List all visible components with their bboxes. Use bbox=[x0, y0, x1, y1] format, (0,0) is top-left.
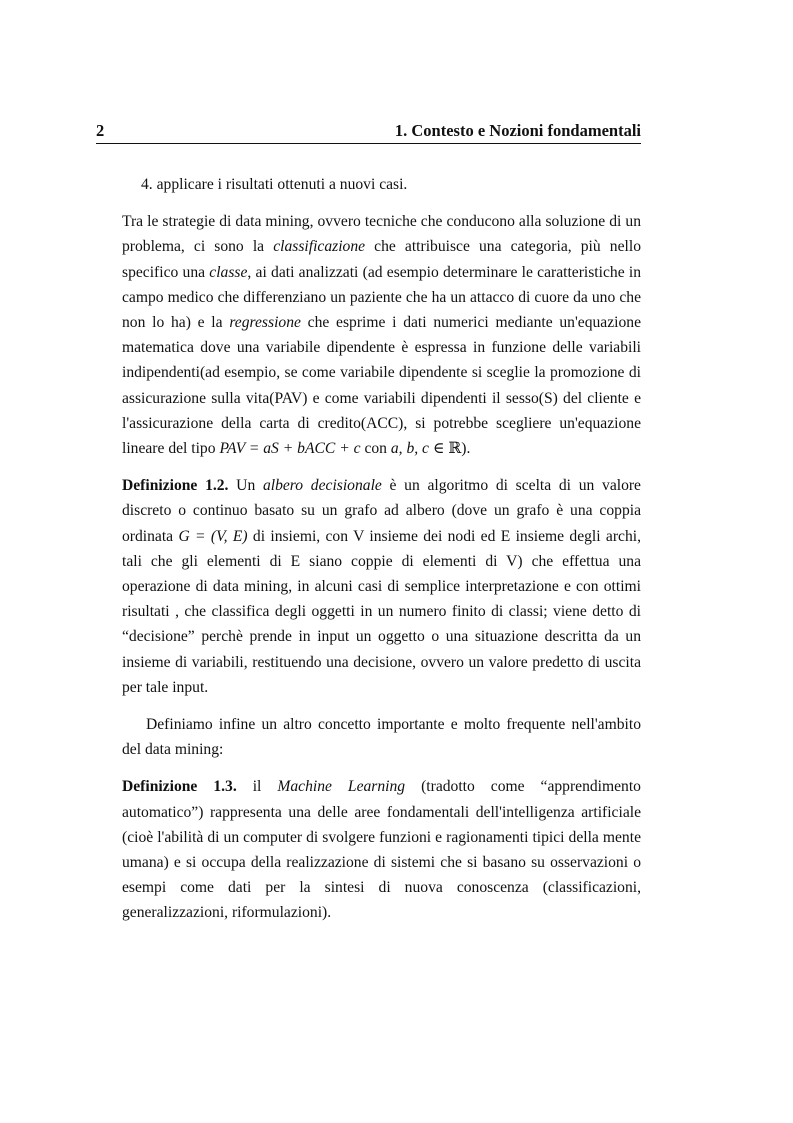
page-body bbox=[122, 172, 641, 926]
equation-pav: PAV = aS + bACC + c bbox=[219, 440, 361, 458]
list-item-text: applicare i risultati ottenuti a nuovi casi. bbox=[156, 176, 408, 193]
coefficients-domain: a, b, c ∈ ℝ bbox=[390, 440, 462, 458]
term-classe: classe bbox=[209, 263, 248, 281]
term-albero-decisionale: albero decisionale bbox=[262, 477, 382, 495]
list-item bbox=[141, 172, 641, 197]
definition-1-2: Definizione 1.2. Un albero decisionale è un algoritmo di scelta di un valore discreto o continuo basato su un grafo ad albero (dove un grafo è una coppia ordinata G = (V, E) di insiemi, con V insieme dei nodi ed E insieme degli archi, tali che gli elementi di E siano coppie di elementi di V) che effettua una operazione di data mining, in alcuni casi di semplice interpretazione e con ottimi risultati , che classifica degli oggetti in un numero finito di classi; viene detto di “decisione” perchè prende in input un oggetto o una situazione descritta da un insieme di variabili, restituendo una decisione, ovvero un valore predetto di uscita per tale input. bbox=[122, 477, 641, 696]
page-number: 2 bbox=[96, 121, 105, 140]
term-classificazione: classificazione bbox=[273, 238, 366, 256]
definition-label: Definizione 1.3. bbox=[122, 778, 237, 796]
chapter-title: 1. Contesto e Nozioni fondamentali bbox=[394, 121, 641, 140]
definition-1-3: Definizione 1.3. il Machine Learning (tradotto come “apprendimento automatico”) rappresenta una delle aree fondamentali dell'intelligenza artificiale (cioè l'abilità di un computer di svolgere funzioni e ragionamenti tipici della mente umana) e si occupa della realizzazione di sistemi che si basano su osservazioni o esempi come dati per la sintesi di nuova conoscenza (classificazioni, generalizzazioni, riformulazioni). bbox=[122, 778, 641, 922]
real-numbers-symbol: ℝ bbox=[448, 440, 462, 458]
paragraph-intro-machine-learning: Definiamo infine un altro concetto importante e molto frequente nell'ambito del data mining: bbox=[122, 716, 641, 759]
term-machine-learning: Machine Learning bbox=[277, 778, 406, 796]
running-header bbox=[96, 121, 641, 144]
graph-notation: G = (V, E) bbox=[178, 527, 248, 545]
list-item-number: 4. bbox=[141, 176, 153, 193]
paragraph-data-mining-strategies: Tra le strategie di data mining, ovvero tecniche che conducono alla soluzione di un problema, ci sono la classificazione che attribuisce una categoria, più nello specifico una classe, ai dati analizzati (ad esempio determinare le caratteristiche in campo medico che differenziano un paziente che ha un attacco di cuore da uno che non lo ha) e la regressione che esprime i dati numerici mediante un'equazione matematica dove una variabile dipendente è espressa in funzione delle variabili indipendenti(ad esempio, se come variabile dipendente si sceglie la promozione di assicurazione sulla vita(PAV) e come variabili dipendenti il sesso(S) del cliente e l'assicurazione della carta di credito(ACC), si potrebbe scegliere un'equazione lineare del tipo PAV = aS + bACC + c con a, b, c ∈ ℝ). bbox=[122, 213, 641, 458]
term-regressione: regressione bbox=[229, 314, 301, 332]
definition-label: Definizione 1.2. bbox=[122, 477, 229, 495]
